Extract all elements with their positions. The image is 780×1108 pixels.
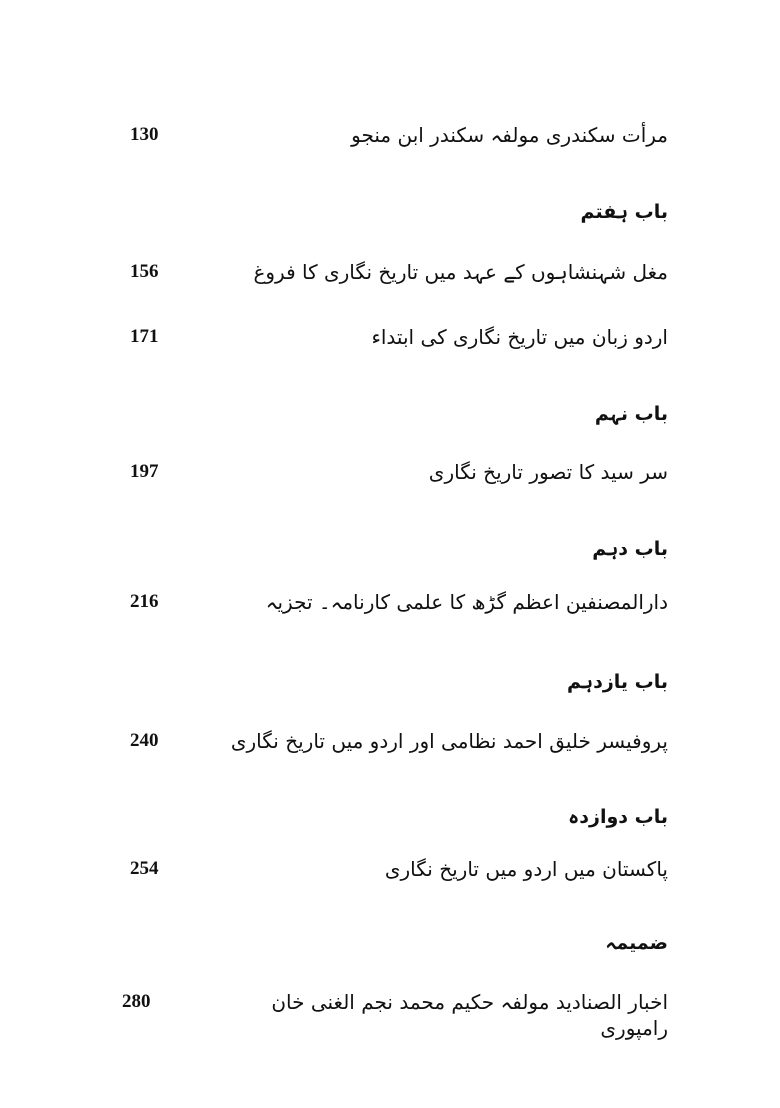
entry-page-number: 156 xyxy=(130,261,159,282)
toc-entry xyxy=(0,985,780,1040)
chapter-heading xyxy=(0,195,780,229)
appendix-heading xyxy=(0,926,780,960)
chapter-heading xyxy=(0,397,780,431)
entry-page-number: 240 xyxy=(130,730,159,751)
chapter-title: ضمیمہ xyxy=(605,932,668,954)
toc-entry xyxy=(0,585,780,619)
entry-page-number: 130 xyxy=(130,124,159,145)
toc-entry xyxy=(0,320,780,354)
toc-entry xyxy=(0,255,780,289)
toc-entry xyxy=(0,852,780,886)
entry-page-number: 197 xyxy=(130,461,159,482)
toc-entry xyxy=(0,455,780,489)
entry-title: اخبار الصنادید مولفہ حکیم محمد نجم الغنی خان رامپوری xyxy=(271,990,668,1040)
entry-title: مغل شہنشاہوں کے عہد میں تاریخ نگاری کا فروغ xyxy=(253,260,668,284)
entry-page-number: 254 xyxy=(130,858,159,879)
entry-title: دارالمصنفین اعظم گڑھ کا علمی کارنامہ۔ تجزیہ xyxy=(265,590,668,614)
entry-title: پروفیسر خلیق احمد نظامی اور اردو میں تاریخ نگاری xyxy=(230,729,668,753)
chapter-title: باب دوازدہ xyxy=(568,806,668,828)
entry-page-number: 216 xyxy=(130,591,159,612)
toc-entry xyxy=(0,724,780,758)
chapter-title: باب یازدہم xyxy=(567,671,668,693)
chapter-title: باب دہم xyxy=(592,538,668,560)
entry-title: مرأت سکندری مولفہ سکندر ابن منجو xyxy=(351,123,668,147)
chapter-title: باب نہم xyxy=(594,403,668,425)
entry-title: پاکستان میں اردو میں تاریخ نگاری xyxy=(384,857,668,881)
chapter-heading xyxy=(0,665,780,699)
entry-title: اردو زبان میں تاریخ نگاری کی ابتداء xyxy=(371,325,668,349)
entry-title: سر سید کا تصور تاریخ نگاری xyxy=(428,460,668,484)
chapter-heading xyxy=(0,800,780,834)
chapter-title: باب ہفتم xyxy=(580,201,668,223)
entry-page-number: 280 xyxy=(122,991,151,1012)
chapter-heading xyxy=(0,532,780,566)
entry-page-number: 171 xyxy=(130,326,159,347)
toc-entry xyxy=(0,118,780,152)
